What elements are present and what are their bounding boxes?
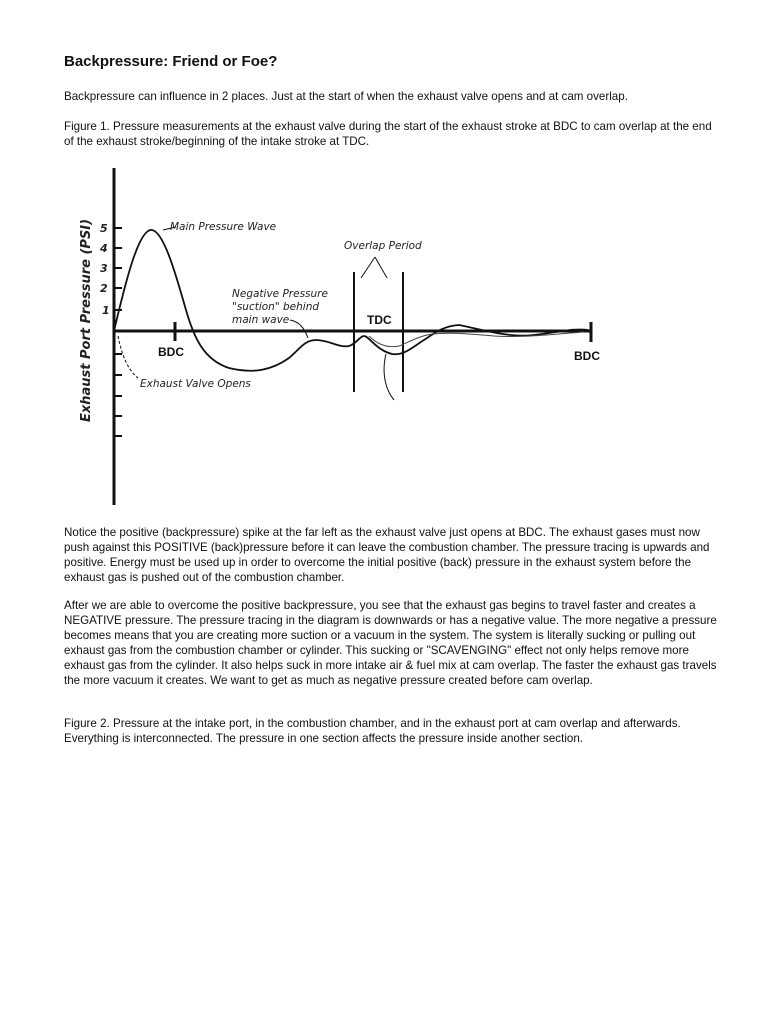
y-tick-label: 2 [100, 282, 108, 295]
scavenging-paragraph: After we are able to overcome the positive backpressure, you see that the exhaust gas begins to travel faster and creates a NEGATIVE pressure. The pressure tracing in the diagram is downwards or has a negative value. The more negative a pressure becomes means that you are creating more suction or a vacuum in the system. The system is literally sucking or pulling out exhaust gas from the combustion chamber or cylinder. This sucking or "SCAVENGING" effect not only helps remove more exhaust gas from the cylinder. It also helps suck in more intake air & fuel mix at cam overlap. The faster the exhaust gas travels the more vacuum it creates. We want to get as much as negative pressure created before cam overlap. [64, 599, 717, 687]
rarefraction-leader [384, 354, 394, 400]
intro-paragraph: Backpressure can influence in 2 places. Just at the start of when the exhaust valve opens and at cam overlap. [64, 90, 628, 103]
figure1-pressure-diagram [64, 160, 624, 510]
y-tick-label: 3 [100, 262, 108, 275]
y-tick-label: 1 [102, 304, 110, 317]
tdc-label: TDC [367, 313, 392, 327]
valve-opens-label: Exhaust Valve Opens [140, 378, 251, 390]
negative-pressure-label-line1: Negative Pressure [232, 288, 328, 300]
y-axis-title: Exhaust Port Pressure (PSI) [79, 218, 94, 422]
page-title: Backpressure: Friend or Foe? [64, 53, 278, 70]
overlap-period-label: Overlap Period [344, 240, 422, 252]
overlap-arrows [361, 257, 387, 278]
main-wave-label: Main Pressure Wave [170, 221, 277, 233]
y-tick-label: 5 [100, 222, 108, 235]
valve-opens-leader [118, 336, 138, 378]
negative-pressure-label-line3: main wave [232, 314, 290, 326]
bdc-right-label: BDC [574, 349, 600, 363]
secondary-trace [369, 332, 584, 347]
figure2-caption: Figure 2. Pressure at the intake port, in the combustion chamber, and in the exhaust port at cam overlap and afterwards. Everything is interconnected. The pressure in one section affects the pressure inside another section. [64, 717, 681, 745]
notice-paragraph: Notice the positive (backpressure) spike at the far left as the exhaust valve just opens at BDC. The exhaust gases must now push against this POSITIVE (back)pressure before it can leave the combustion chamber. The pressure tracing is upwards and positive. Energy must be used up in order to overcome the initial positive (back) pressure in the exhaust system before the exhaust gas is pushed out of the combustion chamber. [64, 526, 710, 584]
negative-pressure-label-line2: "suction" behind [232, 301, 320, 313]
y-tick-label: 4 [100, 242, 108, 255]
negative-pressure-leader [290, 320, 308, 338]
figure1-caption: Figure 1. Pressure measurements at the exhaust valve during the start of the exhaust stroke at BDC to cam overlap at the end of the exhaust stroke/beginning of the intake stroke at TDC. [64, 120, 712, 148]
bdc-left-label: BDC [158, 345, 184, 359]
